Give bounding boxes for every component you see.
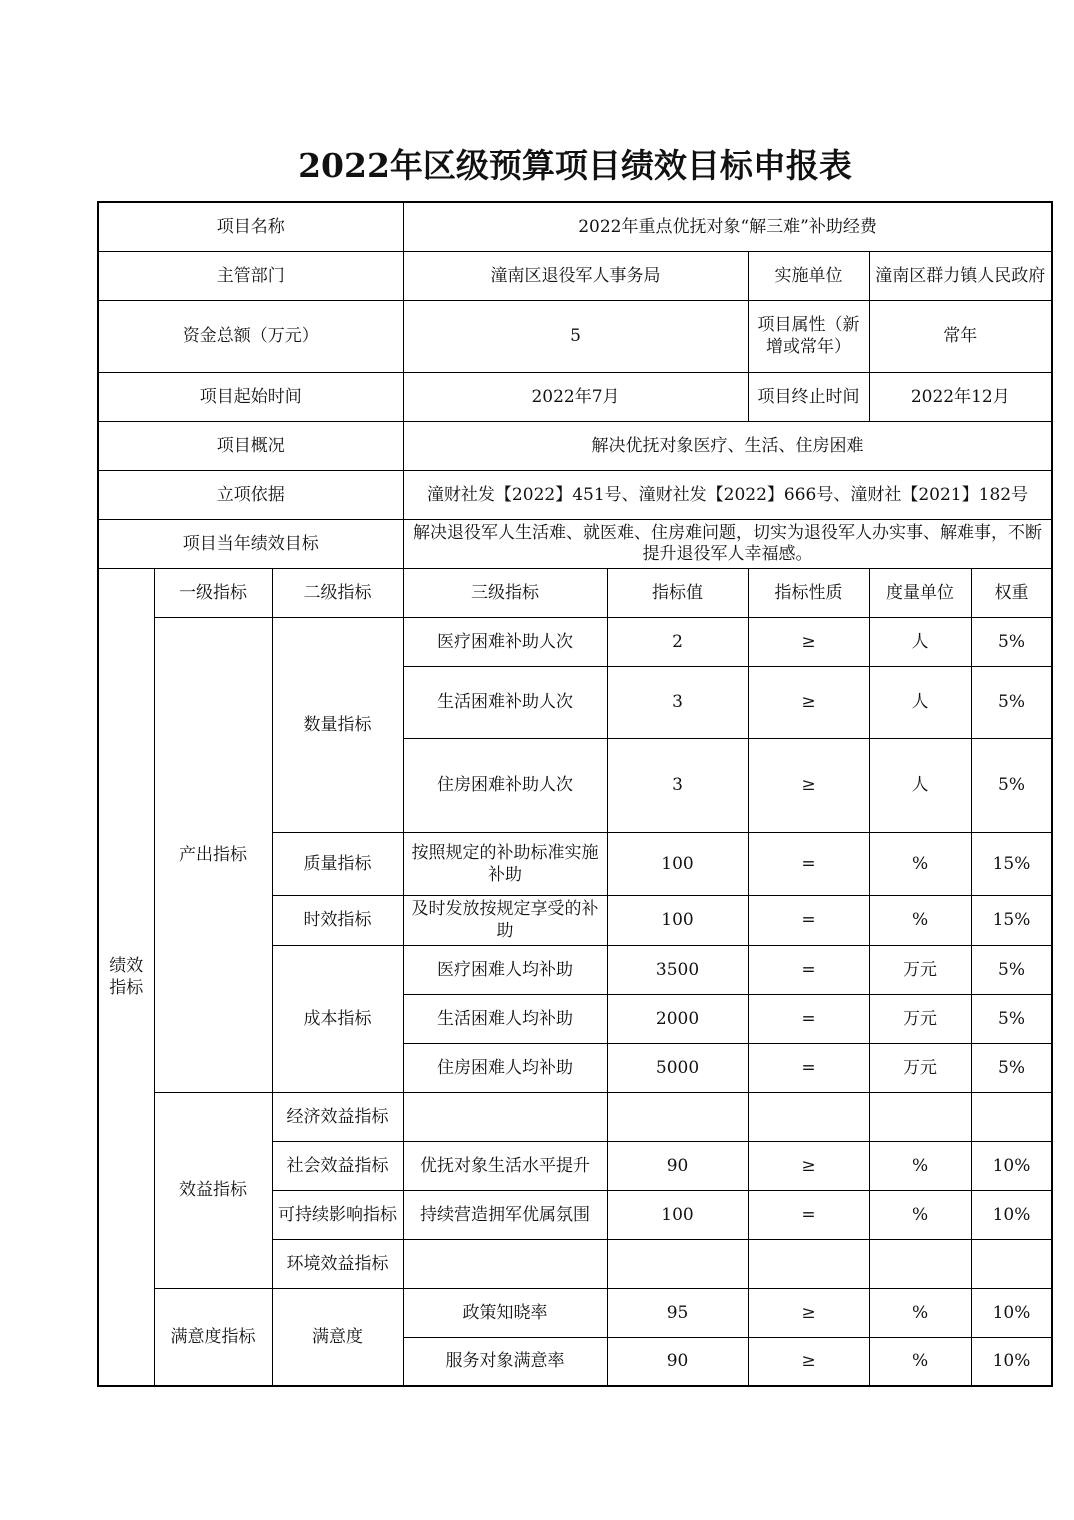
header-weight: 权重 [971,568,1052,617]
indicator-nature: = [748,945,869,994]
level1-benefit: 效益指标 [154,1092,272,1288]
row-project-name [98,202,1052,251]
indicator-value: 100 [607,832,748,895]
indicator-weight: 10% [971,1141,1052,1190]
value-start: 2022年7月 [403,372,748,421]
indicator-nature: = [748,832,869,895]
label-basis: 立项依据 [98,470,403,519]
section-label: 绩效指标 [109,955,144,998]
indicator-value [607,1092,748,1141]
level2-social: 社会效益指标 [272,1141,403,1190]
value-overview: 解决优抚对象医疗、生活、住房困难 [403,421,1052,470]
level2-timeliness: 时效指标 [272,895,403,945]
header-nature: 指标性质 [748,568,869,617]
row-funds [98,300,1052,372]
level3-name: 服务对象满意率 [403,1337,607,1386]
indicator-nature [748,1239,869,1288]
level3-name: 生活困难补助人次 [403,666,607,738]
indicator-header-row [98,568,1052,617]
label-funds: 资金总额（万元） [98,300,403,372]
value-end: 2022年12月 [869,372,1052,421]
level1-satisfaction: 满意度指标 [154,1288,272,1386]
indicator-weight: 10% [971,1288,1052,1337]
row-dates [98,372,1052,421]
indicator-value: 2000 [607,994,748,1043]
label-dept: 主管部门 [98,251,403,300]
indicator-value: 3 [607,666,748,738]
row-goal [98,519,1052,568]
level3-name: 住房困难人均补助 [403,1043,607,1092]
indicator-unit [869,1239,971,1288]
indicator-nature: = [748,1043,869,1092]
indicator-weight: 5% [971,1043,1052,1092]
indicator-value: 90 [607,1337,748,1386]
indicator-weight: 10% [971,1337,1052,1386]
label-goal: 项目当年绩效目标 [98,519,403,568]
indicator-weight: 5% [971,666,1052,738]
row-overview [98,421,1052,470]
table-row [98,617,1052,666]
level2-environment: 环境效益指标 [272,1239,403,1288]
label-end: 项目终止时间 [748,372,869,421]
level3-name: 医疗困难补助人次 [403,617,607,666]
indicator-value [607,1239,748,1288]
indicator-nature: ≥ [748,666,869,738]
indicator-value: 2 [607,617,748,666]
indicator-value: 100 [607,1190,748,1239]
indicator-weight: 5% [971,738,1052,832]
indicator-nature: ≥ [748,738,869,832]
indicator-nature: ≥ [748,1288,869,1337]
header-unit: 度量单位 [869,568,971,617]
level1-output: 产出指标 [154,617,272,1092]
indicator-unit: 人 [869,666,971,738]
indicator-nature [748,1092,869,1141]
indicator-nature: ≥ [748,617,869,666]
level2-cost: 成本指标 [272,945,403,1092]
indicator-nature: = [748,895,869,945]
level3-name [403,1092,607,1141]
table-row [98,1288,1052,1337]
performance-table [97,201,1053,1387]
value-funds: 5 [403,300,748,372]
level3-name [403,1239,607,1288]
level3-name: 及时发放按规定享受的补助 [403,895,607,945]
value-attr: 常年 [869,300,1052,372]
indicator-unit: % [869,1337,971,1386]
indicator-unit: % [869,895,971,945]
level3-name: 住房困难补助人次 [403,738,607,832]
indicator-unit: % [869,1141,971,1190]
indicator-value: 90 [607,1141,748,1190]
level3-name: 生活困难人均补助 [403,994,607,1043]
level2-quantity: 数量指标 [272,617,403,832]
page-title: 2022年区级预算项目绩效目标申报表 [298,146,852,185]
label-project-name: 项目名称 [98,202,403,251]
indicator-weight [971,1092,1052,1141]
indicator-weight: 10% [971,1190,1052,1239]
indicator-weight: 5% [971,945,1052,994]
level2-sustainable: 可持续影响指标 [272,1190,403,1239]
indicator-weight: 5% [971,617,1052,666]
indicator-unit: 万元 [869,1043,971,1092]
indicator-value: 95 [607,1288,748,1337]
header-value: 指标值 [607,568,748,617]
indicator-unit: 万元 [869,945,971,994]
label-start: 项目起始时间 [98,372,403,421]
header-level3: 三级指标 [403,568,607,617]
indicator-unit: % [869,1288,971,1337]
indicator-weight: 15% [971,895,1052,945]
indicator-value: 5000 [607,1043,748,1092]
value-impl: 潼南区群力镇人民政府 [869,251,1052,300]
level2-quality: 质量指标 [272,832,403,895]
indicator-value: 3500 [607,945,748,994]
header-level2: 二级指标 [272,568,403,617]
value-project-name: 2022年重点优抚对象“解三难”补助经费 [403,202,1052,251]
indicator-nature: = [748,1190,869,1239]
table-row [98,1092,1052,1141]
indicator-unit: 万元 [869,994,971,1043]
indicator-nature: ≥ [748,1141,869,1190]
indicator-unit: % [869,832,971,895]
label-impl: 实施单位 [748,251,869,300]
label-performance-indicators [98,568,154,1386]
row-basis [98,470,1052,519]
label-overview: 项目概况 [98,421,403,470]
indicator-value: 3 [607,738,748,832]
indicator-unit: 人 [869,738,971,832]
level3-name: 优抚对象生活水平提升 [403,1141,607,1190]
level2-satisfaction: 满意度 [272,1288,403,1386]
level3-name: 按照规定的补助标准实施补助 [403,832,607,895]
value-basis: 潼财社发【2022】451号、潼财社发【2022】666号、潼财社【2021】182号 [403,470,1052,519]
indicator-weight [971,1239,1052,1288]
level3-name: 持续营造拥军优属氛围 [403,1190,607,1239]
indicator-unit: % [869,1190,971,1239]
row-dept [98,251,1052,300]
header-level1: 一级指标 [154,568,272,617]
indicator-value: 100 [607,895,748,945]
indicator-unit [869,1092,971,1141]
indicator-unit: 人 [869,617,971,666]
indicator-nature: ≥ [748,1337,869,1386]
level3-name: 政策知晓率 [403,1288,607,1337]
level2-economic: 经济效益指标 [272,1092,403,1141]
value-dept: 潼南区退役军人事务局 [403,251,748,300]
indicator-weight: 5% [971,994,1052,1043]
indicator-nature: = [748,994,869,1043]
level3-name: 医疗困难人均补助 [403,945,607,994]
label-attr: 项目属性（新增或常年） [748,300,869,372]
value-goal: 解决退役军人生活难、就医难、住房难问题，切实为退役军人办实事、解难事，不断提升退役军人幸福感。 [403,519,1052,568]
indicator-weight: 15% [971,832,1052,895]
